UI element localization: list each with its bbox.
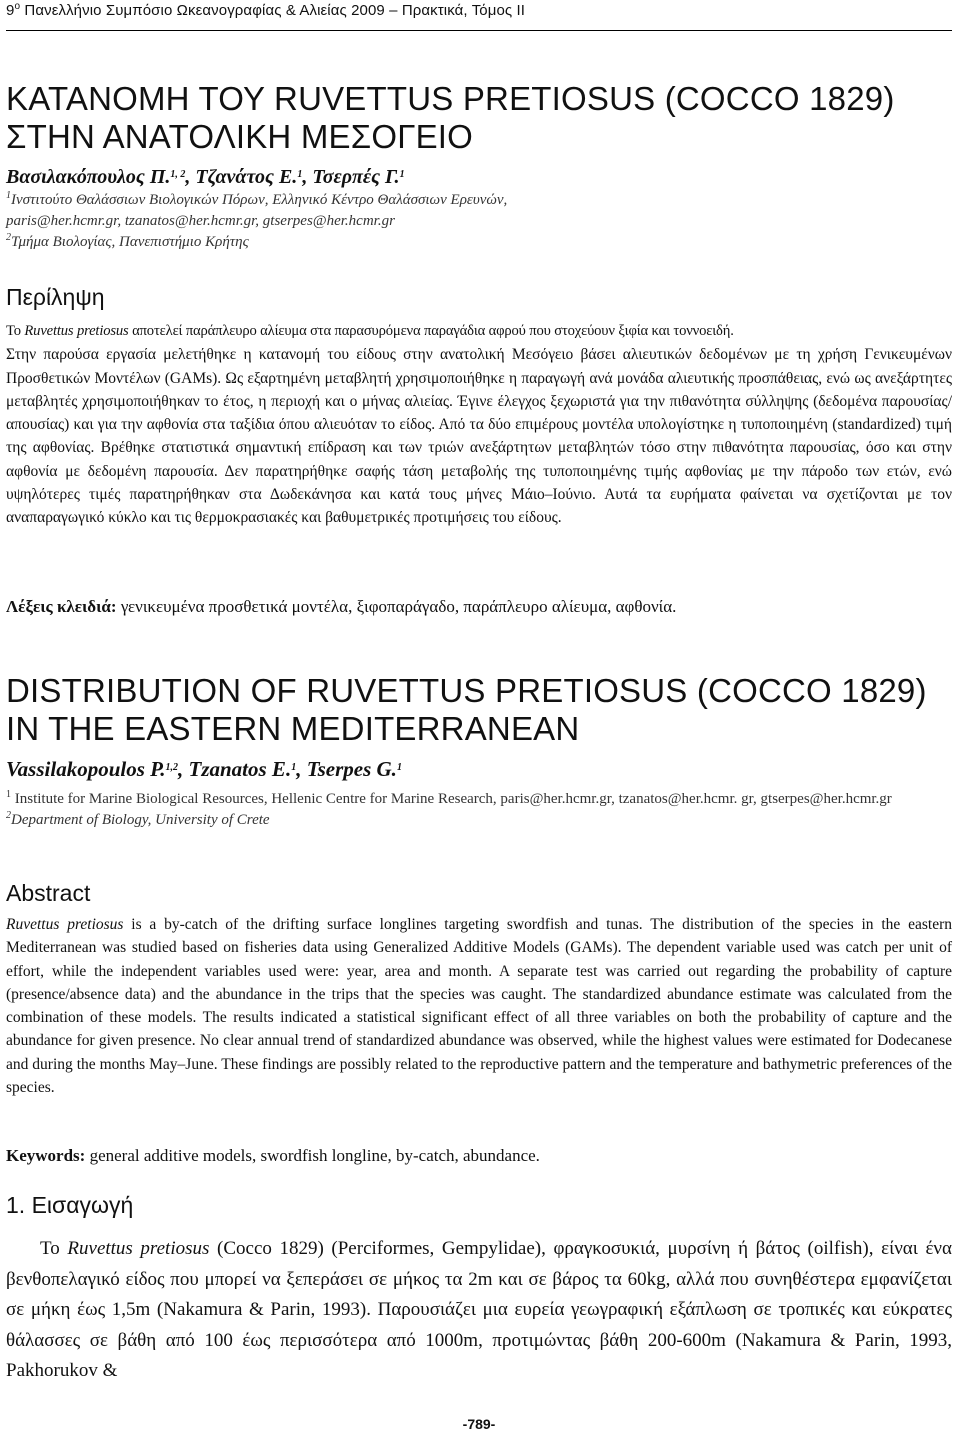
greek-affiliation-2	[6, 232, 952, 253]
english-abstract-text: is a by-catch of the drifting surface longlines targeting swordfish and tunas. The distribution of the species in the eastern Mediterranean was studied based on fisheries data using Generalized Additive Models (GAMs). The dependent variable used was catch per unit of effort, while the independent variables used were: year, area and month. A separate test was carried out regarding the probability of capture (presence/absence data) and the abundance in the trips that the species was caught. The standardized abundance estimate was calculated from the combination of these models. The results indicated a statistical significant effect of all three variables on both the probability of capture and the abundance for given presence. No clear annual trend of standardized abundance was observed, while the highest values were estimated for Dodecanese and during the months May–June. These findings are possibly related to the reproductive pattern and the temperature and bathymetric preferences of the species.	[6, 916, 952, 1097]
greek-aff1-emails: paris@her.hcmr.gr, tzanatos@her.hcmr.gr, gtserpes@her.hcmr.gr	[6, 213, 395, 229]
english-affiliations	[6, 789, 952, 831]
greek-abstract-body: Στην παρούσα εργασία μελετήθηκε η κατανομή του είδους στην ανατολική Μεσόγειο βάσει αλιευτικών δεδομένων με τη χρήση Γενικευμένων Προσθετικών Μοντέλων (GAMs). Ως εξαρτημένη μεταβλητή χρησιμοποιήθηκε η παραγωγή ανά μονάδα αλιευτικής προσπάθειας, ενώ ως ανεξάρτητες μεταβλητές χρησιμοποιήθηκαν το έτος, η περιοχή και ο μήνας αλιείας. Έγινε έλεγχος ξεχωριστά για την πιθανότητα σύλληψης (δεδομένα παρουσίας/απουσίας) και για την αφθονία στα ταξίδια όπου αλιευόταν το είδος. Από τα δύο επιμέρους μοντέλα υπολογίστηκε η τυποποιημένη (standardized) τιμή της αφθονίας. Βρέθηκε στατιστικά σημαντική επίδραση και των τριών ανεξάρτητων μεταβλητών τόσο στην πιθανότητα παρουσίας, όσο και στην αφθονία με δεδομένη παρουσία. Δεν παρατηρήθηκε σαφής τάση μεταβολής της τυποποιημένης τιμής αφθονίας με την πάροδο των ετών, ενώ υψηλότερες τιμές παρατηρήθηκαν στα Δωδεκάνησα και κατά τους μήνες Μάιο–Ιούνιο. Αυτά τα ευρήματα φαίνεται να σχετίζονται με τον αναπαραγωγικό κύκλο και τις θερμοκρασιακές και βαθυμετρικές προτιμήσεις του είδους.	[6, 346, 952, 527]
greek-author1-sup: 1, 2	[170, 169, 186, 180]
english-author3: , Tserpes G.	[296, 757, 397, 781]
greek-title-line2: ΣΤΗΝ ΑΝΑΤΟΛΙΚΗ ΜΕΣΟΓΕΙΟ	[6, 118, 474, 156]
header-text: Πανελλήνιο Συμπόσιο Ωκεανογραφίας & Αλιείας 2009 – Πρακτικά, Τόμος ΙΙ	[20, 2, 526, 19]
intro-text: (Cocco 1829) (Perciformes, Gempylidae), φραγκοσυκιά, μυρσίνη ή βάτος (oilfish), είναι ένα βενθοπελαγικό είδος που μπορεί να ξεπεράσει σε μήκος τα 2m και σε βάρος τα 60kg, αλλά που συνηθέστερα εμφανίζεται σε μήκη έως 1,5m (Nakamura & Parin, 1993). Παρουσιάζει μια ευρεία γεωγραφική εξάπλωση σε τροπικές και εύκρατες θάλασσες σε βάθη από 100 έως περισσότερα από 1000m, προτιμώντας βάθη 200-600m (Nakamura & Parin, 1993, Pakhorukov &	[6, 1238, 952, 1382]
english-author2-sup: 1	[291, 762, 297, 773]
english-author1: Vassilakopoulos P.	[6, 757, 166, 781]
greek-abstract-species: Ruvettus pretiosus	[24, 323, 129, 339]
english-author3-sup: 1	[396, 762, 402, 773]
introduction-heading: 1. Εισαγωγή	[6, 1192, 134, 1218]
running-header	[6, 2, 952, 19]
greek-author1: Βασιλακόπουλος Π.	[6, 166, 171, 188]
english-title-line2: IN THE EASTERN MEDITERRANEAN	[6, 710, 580, 748]
greek-affiliation-1	[6, 190, 952, 211]
greek-author2-sup: 1	[297, 169, 303, 180]
intro-species: Ruvettus pretiosus	[67, 1238, 210, 1259]
english-author1-sup: 1,2	[165, 762, 178, 773]
english-affiliation-2	[6, 810, 952, 831]
greek-abstract-first-rest: αποτελεί παράπλευρο αλίευμα στα παρασυρόμενα παραγάδια αφρού που στοχεύουν ξιφία και τοννοειδή.	[128, 323, 734, 339]
greek-author3-sup: 1	[399, 169, 405, 180]
english-abstract-heading: Abstract	[6, 880, 91, 906]
greek-authors	[6, 166, 952, 189]
english-aff1-sup: 1	[6, 789, 11, 800]
greek-abstract-first-line	[6, 320, 952, 343]
english-keywords-label: Keywords:	[6, 1146, 86, 1165]
header-ordinal-sup: ο	[14, 1, 21, 12]
english-title	[6, 672, 952, 748]
english-authors	[6, 757, 952, 782]
english-affiliation-1	[6, 789, 952, 810]
greek-author2: , Τζανάτος Ε.	[185, 166, 298, 188]
english-abstract	[6, 913, 952, 1099]
greek-title-line1: ΚΑΤΑΝΟΜΗ ΤΟΥ RUVETTUS PRETIOSUS (COCCO 1829)	[6, 80, 895, 118]
page-number: -789-	[462, 1416, 496, 1432]
header-rule	[6, 30, 952, 31]
introduction-body	[6, 1234, 952, 1387]
greek-aff2-sup: 2	[6, 232, 11, 243]
header-edition-number: 9	[6, 2, 15, 19]
intro-to: Το	[40, 1238, 68, 1259]
english-aff2-text: Department of Biology, University of Crete	[11, 812, 270, 828]
greek-keywords	[6, 597, 952, 617]
english-aff1-text: Institute for Marine Biological Resources, Hellenic Centre for Marine Research, paris@her.hcmr.gr, tzanatos@her.hcmr. gr, gtserpes@her.hcmr.gr	[11, 791, 892, 807]
greek-keywords-label: Λέξεις κλειδιά:	[6, 597, 117, 616]
greek-aff2-text: Τμήμα Βιολογίας, Πανεπιστήμιο Κρήτης	[11, 234, 249, 250]
greek-author3: , Τσερπές Γ.	[302, 166, 400, 188]
greek-abstract-heading: Περίληψη	[6, 284, 105, 310]
greek-abstract-to: Το	[6, 323, 25, 339]
english-keywords-text: general additive models, swordfish longline, by-catch, abundance.	[85, 1146, 540, 1165]
greek-abstract	[6, 320, 952, 530]
english-abstract-body	[6, 913, 952, 1099]
greek-aff1-line1: Ινστιτούτο Θαλάσσιων Βιολογικών Πόρων, Ελληνικό Κέντρο Θαλάσσιων Ερευνών,	[11, 192, 508, 208]
greek-keywords-text: γενικευμένα προσθετικά μοντέλα, ξιφοπαράγαδο, παράπλευρο αλίευμα, αφθονία.	[116, 597, 677, 616]
greek-affiliations	[6, 190, 952, 253]
greek-aff1-sup: 1	[6, 190, 11, 201]
english-abstract-species: Ruvettus pretiosus	[6, 916, 124, 933]
english-author2: , Tzanatos E.	[178, 757, 292, 781]
english-title-line1: DISTRIBUTION OF RUVETTUS PRETIOSUS (COCCO 1829)	[6, 672, 927, 710]
introduction-paragraph	[6, 1234, 952, 1387]
english-aff2-sup: 2	[6, 810, 11, 821]
greek-title	[6, 80, 952, 156]
english-keywords	[6, 1146, 952, 1166]
